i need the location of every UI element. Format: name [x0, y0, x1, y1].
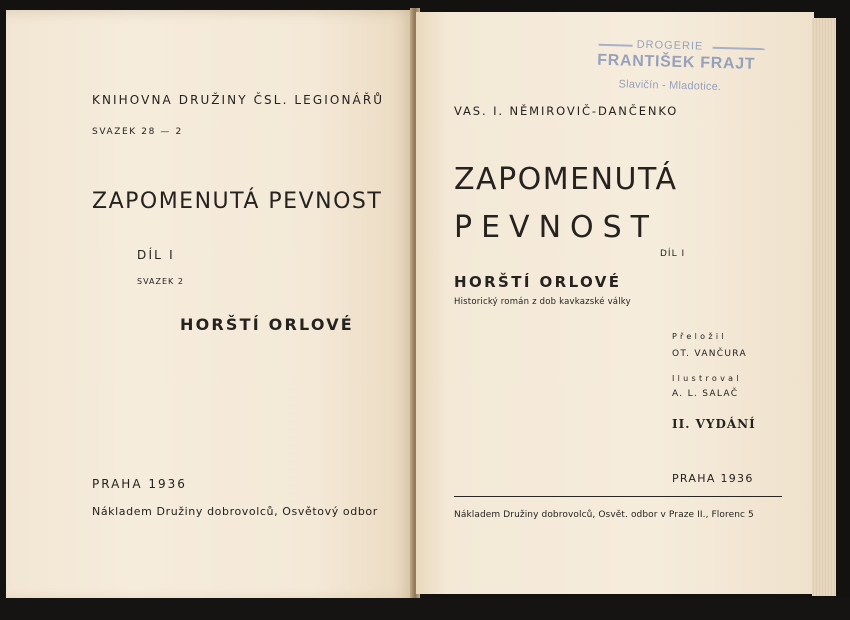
right-publisher: Nákladem Družiny dobrovolců, Osvět. odbor v Praze II., Florenc 5: [454, 510, 754, 520]
illustrator-label: Ilustroval: [672, 374, 742, 383]
series-name: KNIHOVNA DRUŽINY ČSL. LEGIONÁŘŮ: [92, 93, 385, 107]
translator-name: OT. VANČURA: [672, 349, 747, 359]
stamp-line-right: [713, 47, 765, 50]
divider-rule: [454, 496, 782, 497]
stamp-line-2: FRANTIŠEK FRAJT: [597, 51, 756, 73]
bottom-shadow: [0, 598, 850, 620]
author-name: VAS. I. NĚMIROVIČ-DANČENKO: [454, 104, 679, 118]
novel-description: Historický román z dob kavkazské války: [454, 297, 631, 307]
illustrator-name: A. L. SALAČ: [672, 389, 739, 399]
stamp-line-left: [599, 44, 633, 47]
edition: II. VYDÁNÍ: [672, 417, 756, 431]
left-title: ZAPOMENUTÁ PEVNOST: [92, 189, 383, 214]
translator-label: Přeložil: [672, 332, 727, 341]
left-part: DÍL I: [137, 248, 175, 262]
drugstore-stamp: [593, 38, 771, 105]
title-line-2: PEVNOST: [454, 210, 658, 245]
title-line-1: ZAPOMENUTÁ: [454, 162, 678, 197]
right-part: DÍL I: [660, 249, 686, 259]
right-city-year: PRAHA 1936: [672, 472, 754, 485]
stamp-line-1: DROGERIE: [636, 38, 704, 53]
left-city-year: PRAHA 1936: [92, 477, 187, 491]
page-edges: [812, 18, 836, 596]
volume-number: SVAZEK 28 — 2: [92, 127, 183, 137]
left-page: [6, 10, 416, 602]
right-page: [416, 12, 814, 594]
left-subtitle: HORŠTÍ ORLOVÉ: [180, 315, 354, 334]
left-volume: SVAZEK 2: [137, 277, 184, 286]
right-subtitle: HORŠTÍ ORLOVÉ: [454, 273, 622, 291]
left-publisher: Nákladem Družiny dobrovolců, Osvětový odbor: [92, 505, 378, 518]
stamp-line-3: Slavičín - Mladotice.: [618, 78, 722, 94]
